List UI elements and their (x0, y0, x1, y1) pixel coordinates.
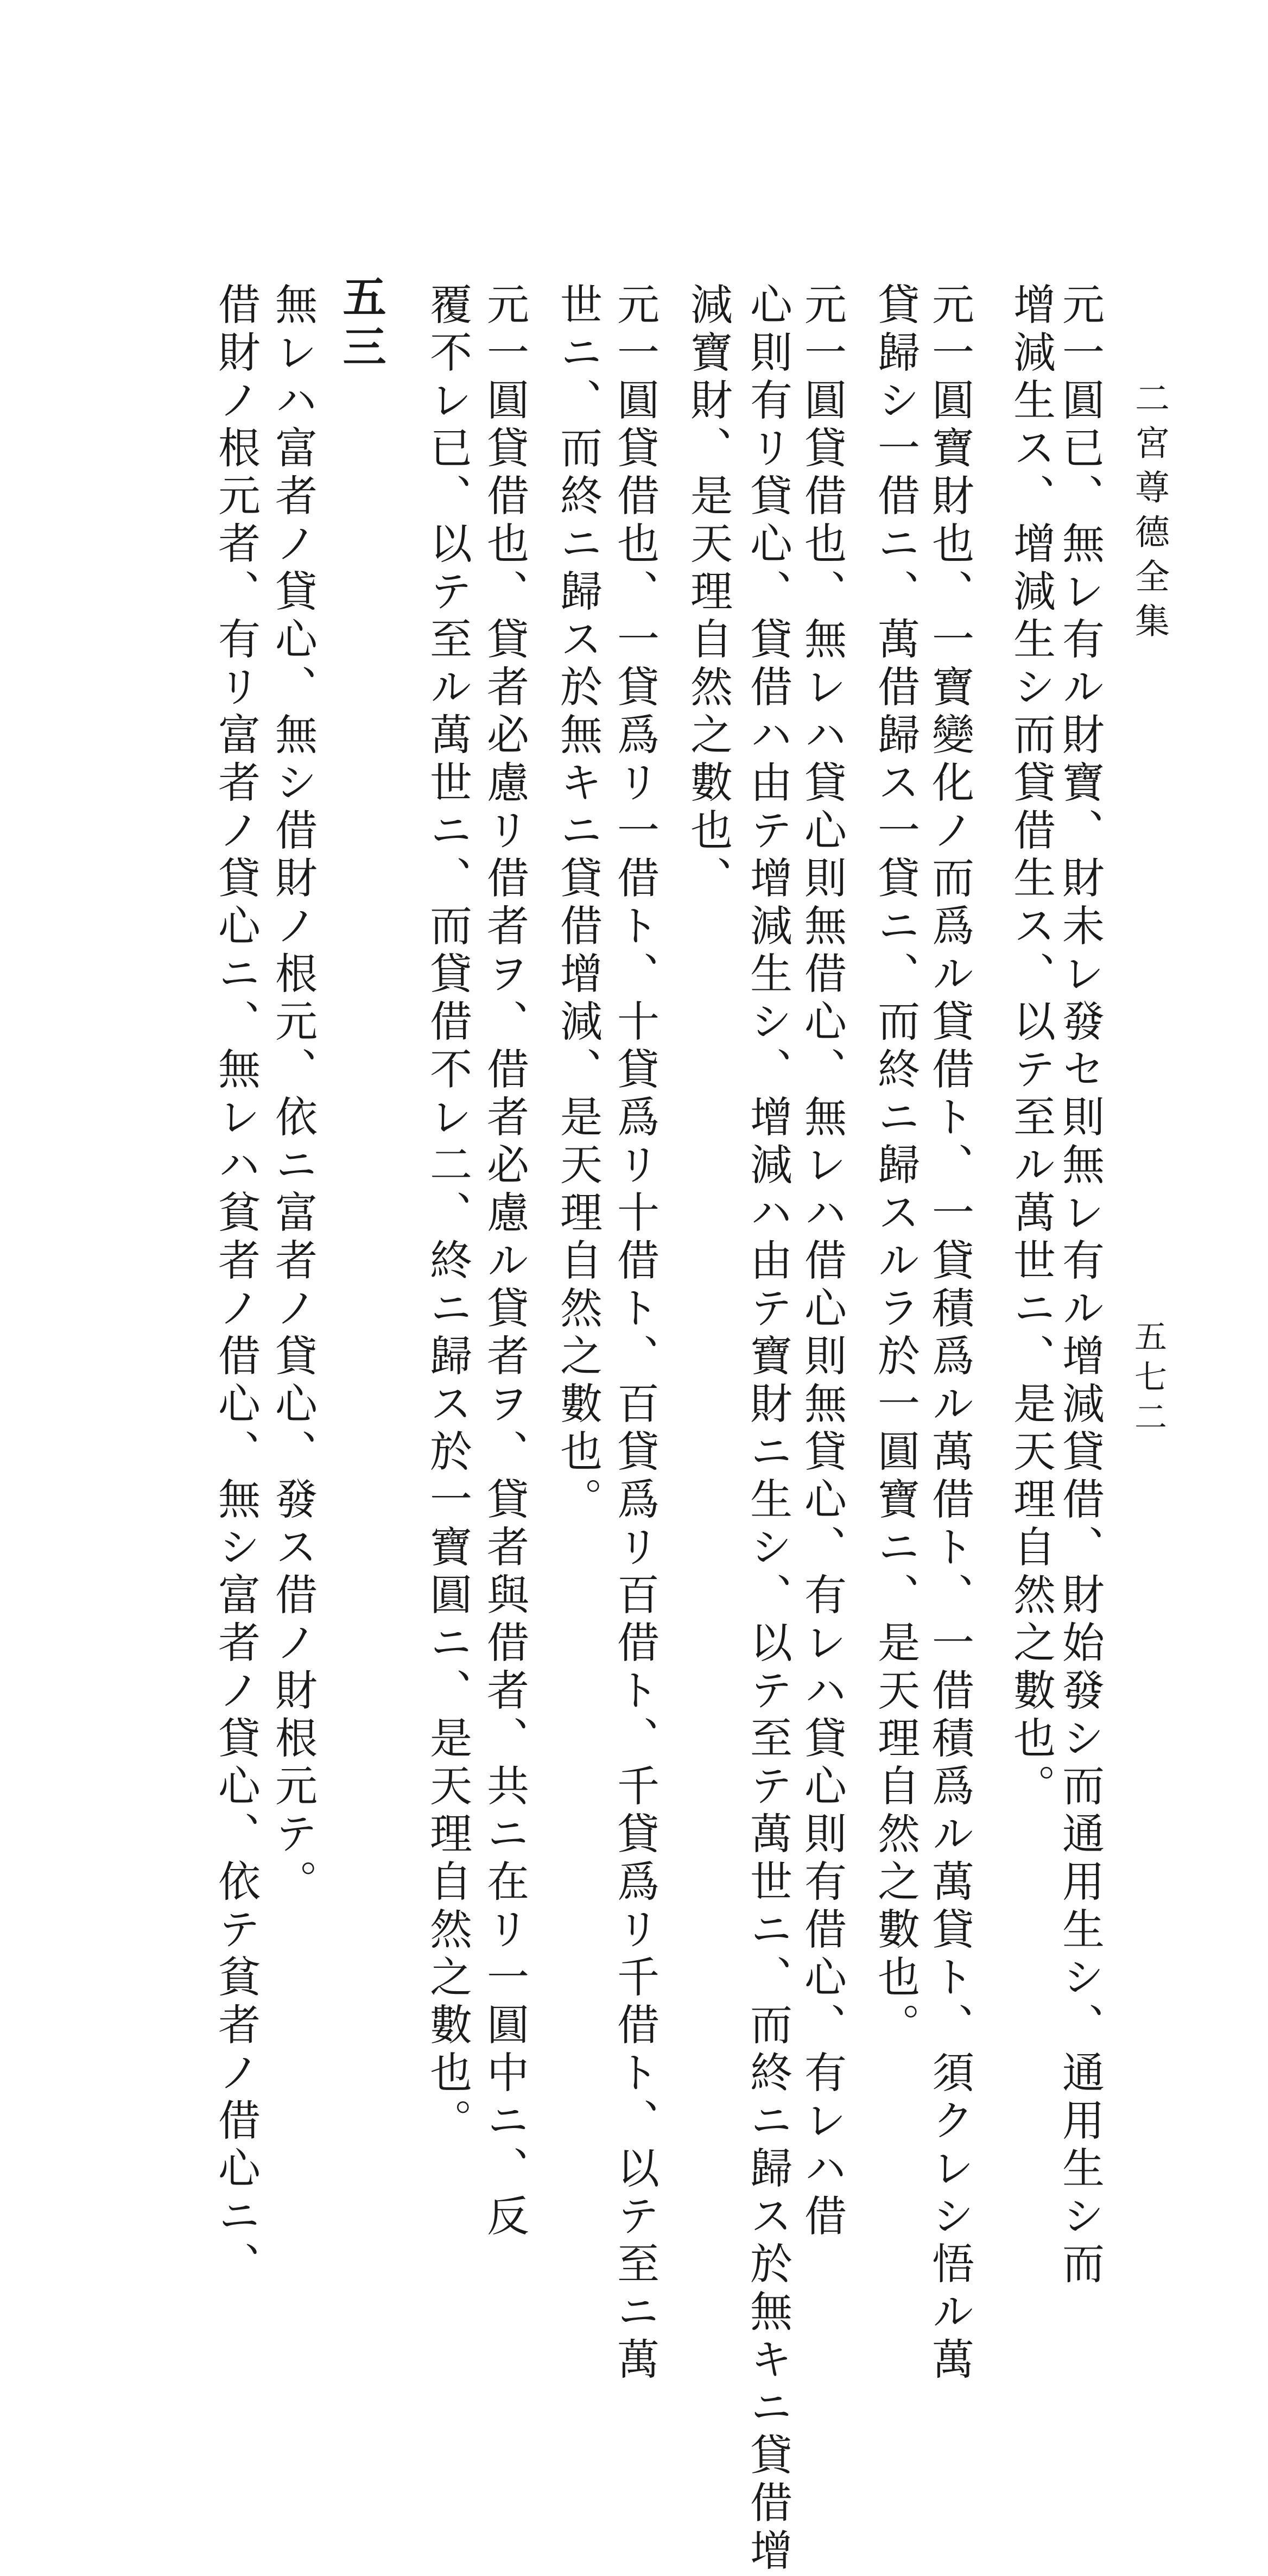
text-column: 元一圓寶財也、一寶變化ノ而爲ル貸借ト、一貸積爲ル萬借ト、一借積爲ル萬貸ト、須クレシ悟ル萬 (925, 282, 974, 2385)
text-column: 元一圓貸借也、一貸爲リ一借ト、十貸爲リ十借ト、百貸爲リ百借ト、千貸爲リ千借ト、以テ至ニ萬 (610, 282, 659, 2385)
text-column: 無レハ富者ノ貸心、無シ借財ノ根元、依ニ富者ノ貸心、發ス借ノ財根元テ。 (268, 282, 317, 1907)
text-column: 貸歸シ一借ニ、萬借歸ス一貸ニ、而終ニ歸スルラ於一圓寶ニ、是天理自然之數也。 (871, 282, 920, 2050)
text-column: 心則有リ貸心、貸借ハ由テ增減生シ、增減ハ由テ寶財ニ生シ、以テ至テ萬世ニ、而終ニ歸ス於無キニ貸借增 (743, 282, 792, 2576)
section-heading: 五三 (335, 274, 386, 374)
running-header-title: 二宮尊德全集 (1129, 380, 1169, 647)
text-column: 元一圓貸借也、無レハ貸心則無借心、無レハ借心則無貸心、有レハ貸心則有借心、有レハ借 (797, 282, 846, 2242)
page-number: 五七二 (1129, 1319, 1167, 1440)
text-column: 世ニ、而終ニ歸ス於無キニ貸借增減、是天理自然之數也。 (553, 282, 602, 1525)
text-column: 借財ノ根元者、有リ富者ノ貸心ニ、無レハ貧者ノ借心、無シ富者ノ貸心、依テ貧者ノ借心ニ、 (211, 282, 260, 2289)
text-column: 減寶財、是天理自然之數也、 (683, 282, 732, 904)
text-column: 元一圓貸借也、貸者必慮リ借者ヲ、借者必慮ル貸者ヲ、貸者與借者、共ニ在リ一圓中ニ、反 (480, 282, 529, 2242)
text-column: 增減生ス、增減生シ而貸借生ス、以テ至ル萬世ニ、是天理自然之數也。 (1006, 282, 1055, 1811)
text-column: 覆不レ已、以テ至ル萬世ニ、而貸借不レ二、終ニ歸ス於一寶圓ニ、是天理自然之數也。 (423, 282, 472, 2146)
text-column: 元一圓已、無レ有ル財寶、財未レ發セ則無レ有ル增減貸借、財始發シ而通用生シ、通用生シ而 (1055, 282, 1104, 2289)
